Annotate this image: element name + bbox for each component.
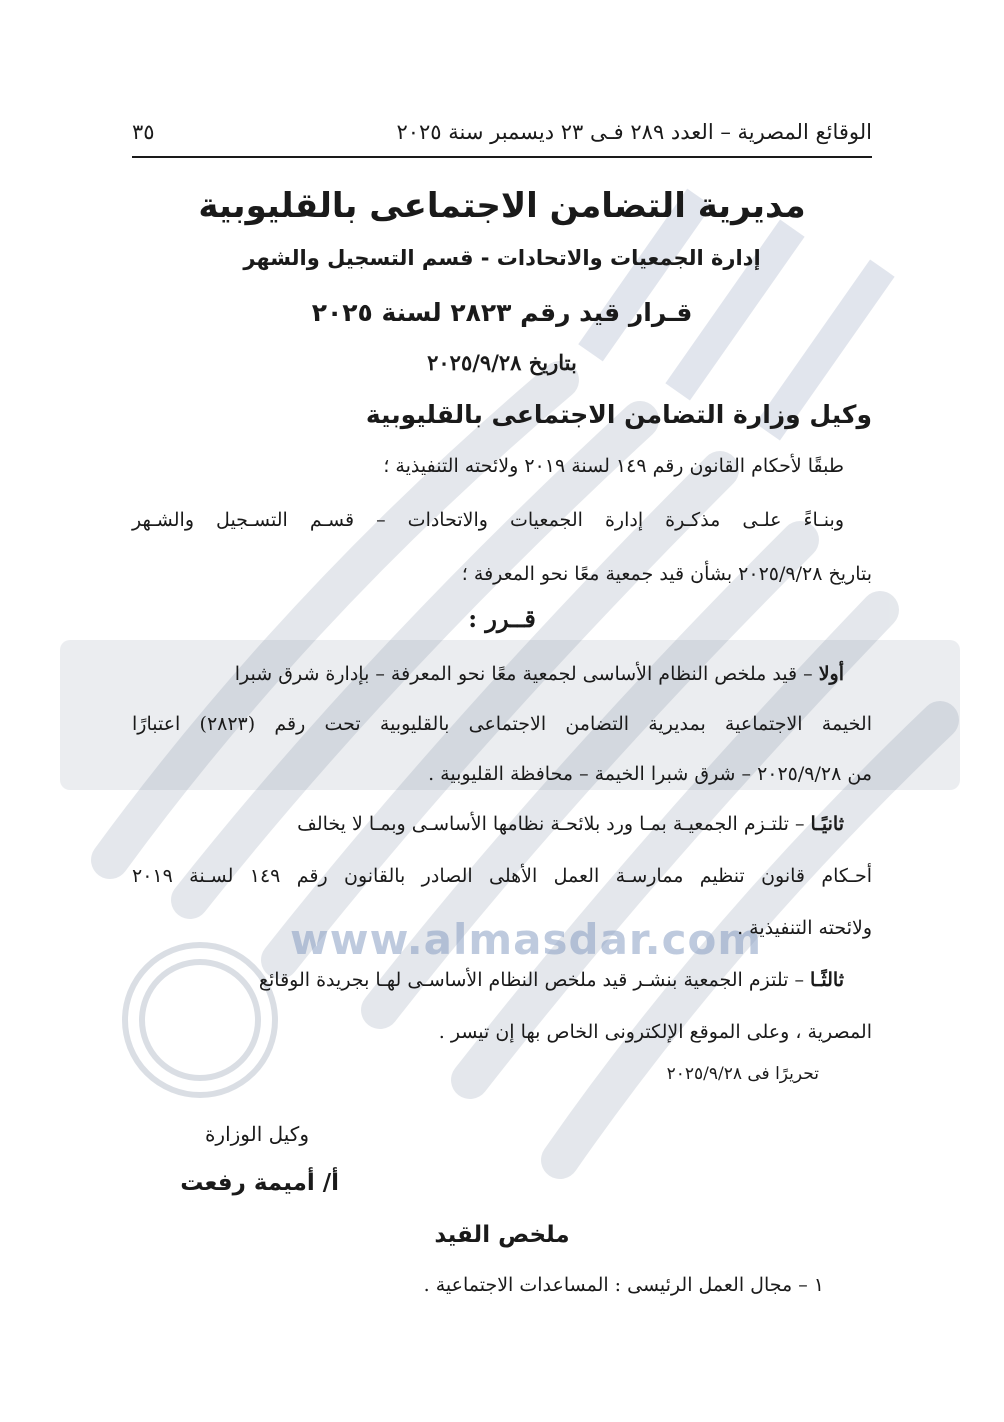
decided-heading: قــرر : (468, 604, 536, 633)
decision-date: بتاريخ ٢٠٢٥/٩/٢٨ (427, 350, 577, 375)
preamble-line-3: بتاريخ ٢٠٢٥/٩/٢٨ بشأن قيد جمعية معًا نحو المعرفة ؛ (461, 563, 872, 585)
article-first-line-2: الخيمة الاجتماعية بمديرية التضامن الاجتماعى بالقليوبية تحت رقم (٢٨٢٣) اعتبارًا (132, 713, 872, 735)
signatory-role: وكيل الوزارة (204, 1122, 309, 1146)
department-subtitle: إدارة الجمعيات والاتحادات - قسم التسجيل والشهر (243, 246, 761, 270)
article-first-line-1 (132, 656, 872, 692)
preamble-line-1: طبقًا لأحكام القانون رقم ١٤٩ لسنة ٢٠١٩ ولائحته التنفيذية ؛ (383, 455, 844, 477)
summary-title: ملخص القيد (434, 1222, 570, 1248)
written-on: تحريرًا فى ٢٠٢٥/٩/٢٨ (666, 1064, 819, 1084)
article-third-label: ثالثًـا (810, 969, 844, 991)
article-third-line-1 (132, 962, 872, 998)
page-header (132, 112, 872, 152)
article-first-line-3: من ٢٠٢٥/٩/٢٨ – شرق شبرا الخيمة – محافظة القليوبية . (428, 763, 872, 785)
agent-heading: وكيل وزارة التضامن الاجتماعى بالقليوبية (365, 400, 872, 429)
page-number: ٣٥ (132, 120, 155, 144)
article-second-line-1 (132, 806, 872, 842)
article-first-text: – قيد ملخص النظام الأساسى لجمعية معًا نحو المعرفة – بإدارة شرق شبرا (234, 663, 819, 685)
preamble-line-2: وبنـاءً علـى مذكـرة إدارة الجمعيات والاتحادات – قسـم التسـجيل والشـهر (132, 509, 844, 531)
decision-number: قـرار قيد رقم ٢٨٢٣ لسنة ٢٠٢٥ (311, 298, 693, 327)
directorate-title: مديرية التضامن الاجتماعى بالقليوبية (198, 186, 806, 226)
article-first-label: أولا (818, 663, 844, 685)
gazette-issue: الوقائع المصرية – العدد ٢٨٩ فـى ٢٣ ديسمبر سنة ٢٠٢٥ (396, 120, 872, 144)
article-third-text: – تلتزم الجمعية بنشـر قيد ملخص النظام الأساسـى لهـا بجريدة الوقائع (258, 969, 811, 991)
article-second-line-2: أحـكام قانون تنظيم ممارسـة العمل الأهلى الصادر بالقانون رقم ١٤٩ لسـنة ٢٠١٩ (132, 865, 872, 887)
summary-item-1: ١ – مجال العمل الرئيسى : المساعدات الاجتماعية . (423, 1274, 824, 1296)
article-second-text: – تلتـزم الجمعيـة بمـا ورد بلائحـة نظامها الأساسـى وبمـا لا يخالف (297, 813, 811, 835)
article-third-line-2: المصرية ، وعلى الموقع الإلكترونى الخاص بها إن تيسر . (438, 1021, 872, 1043)
signatory-name: أ/ أميمة رفعت (180, 1170, 339, 1196)
article-second-line-3: ولائحته التنفيذية . (737, 917, 872, 939)
article-second-label: ثانيًـا (810, 813, 844, 835)
watermark-url: www.almasdar.com (290, 915, 763, 964)
header-divider (132, 156, 872, 158)
